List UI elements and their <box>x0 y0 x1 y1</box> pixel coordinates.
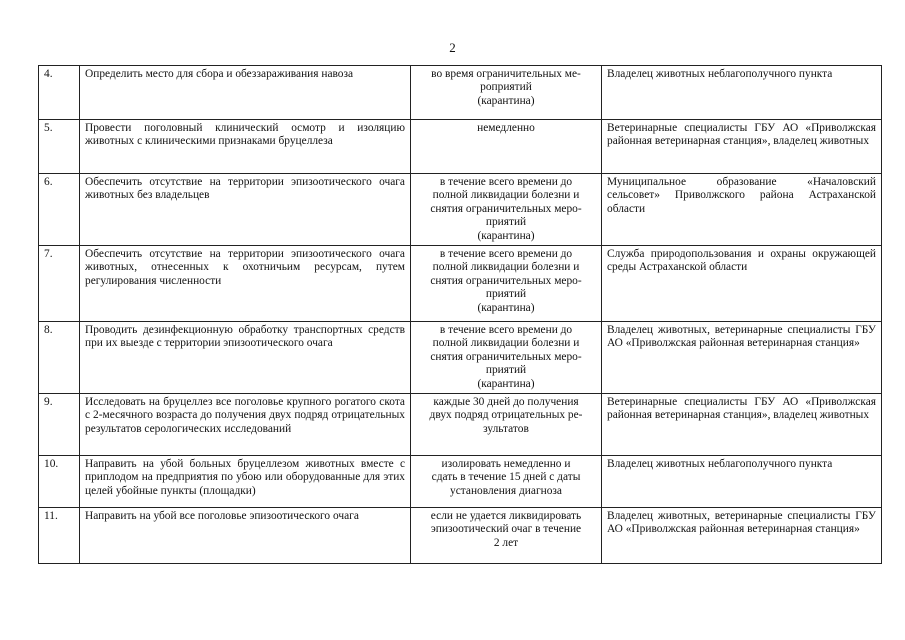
term-cell: если не удается ликвидировать эпизоотический очаг в течение 2 лет <box>411 508 602 564</box>
measures-table <box>38 65 882 564</box>
measures-table-body <box>39 66 882 564</box>
term-cell: каждые 30 дней до получения двух подряд отрицательных ре- зультатов <box>411 394 602 456</box>
responsible-cell: Владелец животных, ветеринарные специалисты ГБУ АО «Приволжская районная ветеринарная станция» <box>602 322 882 394</box>
action-cell: Обеспечить отсутствие на территории эпизоотического очага животных без владельцев <box>80 174 411 246</box>
row-number-cell: 10. <box>39 456 80 508</box>
row-number-cell: 7. <box>39 246 80 322</box>
action-cell: Определить место для сбора и обеззараживания навоза <box>80 66 411 120</box>
table-row <box>39 508 882 564</box>
table-row <box>39 120 882 174</box>
responsible-cell: Владелец животных неблагополучного пункта <box>602 456 882 508</box>
row-number-cell: 9. <box>39 394 80 456</box>
row-number-cell: 8. <box>39 322 80 394</box>
table-row <box>39 66 882 120</box>
term-cell: немедленно <box>411 120 602 174</box>
table-row <box>39 394 882 456</box>
action-cell: Провести поголовный клинический осмотр и изоляцию животных с клиническими признаками бруцеллеза <box>80 120 411 174</box>
row-number-cell: 6. <box>39 174 80 246</box>
term-cell: в течение всего времени до полной ликвидации болезни и снятия ограничительных меро- приятий (карантина) <box>411 246 602 322</box>
responsible-cell: Муниципальное образование «Началовский сельсовет» Приволжского района Астраханской области <box>602 174 882 246</box>
action-cell: Направить на убой больных бруцеллезом животных вместе с приплодом на предприятия по убою или оборудованные для этих целей убойные пункты (площадки) <box>80 456 411 508</box>
action-cell: Проводить дезинфекционную обработку транспортных средств при их выезде с территории эпизоотического очага <box>80 322 411 394</box>
table-row <box>39 456 882 508</box>
action-cell: Исследовать на бруцеллез все поголовье крупного рогатого скота с 2-месячного возраста до получения двух подряд отрицательных результатов серологических исследований <box>80 394 411 456</box>
term-cell: во время ограничительных ме- роприятий (карантина) <box>411 66 602 120</box>
row-number-cell: 4. <box>39 66 80 120</box>
action-cell: Обеспечить отсутствие на территории эпизоотического очага животных, отнесенных к охотничьим ресурсам, путем регулирования численности <box>80 246 411 322</box>
action-cell: Направить на убой все поголовье эпизоотического очага <box>80 508 411 564</box>
row-number-cell: 11. <box>39 508 80 564</box>
row-number-cell: 5. <box>39 120 80 174</box>
term-cell: в течение всего времени до полной ликвидации болезни и снятия ограничительных меро- приятий (карантина) <box>411 322 602 394</box>
table-row <box>39 174 882 246</box>
responsible-cell: Служба природопользования и охраны окружающей среды Астраханской области <box>602 246 882 322</box>
responsible-cell: Ветеринарные специалисты ГБУ АО «Приволжская районная ветеринарная станция», владелец животных <box>602 120 882 174</box>
table-row <box>39 322 882 394</box>
page-number: 2 <box>449 40 456 55</box>
term-cell: в течение всего времени до полной ликвидации болезни и снятия ограничительных меро- приятий (карантина) <box>411 174 602 246</box>
responsible-cell: Владелец животных, ветеринарные специалисты ГБУ АО «Приволжская районная ветеринарная станция» <box>602 508 882 564</box>
responsible-cell: Владелец животных неблагополучного пункта <box>602 66 882 120</box>
table-row <box>39 246 882 322</box>
responsible-cell: Ветеринарные специалисты ГБУ АО «Приволжская районная ветеринарная станция», владелец животных <box>602 394 882 456</box>
term-cell: изолировать немедленно и сдать в течение 15 дней с даты установления диагноза <box>411 456 602 508</box>
